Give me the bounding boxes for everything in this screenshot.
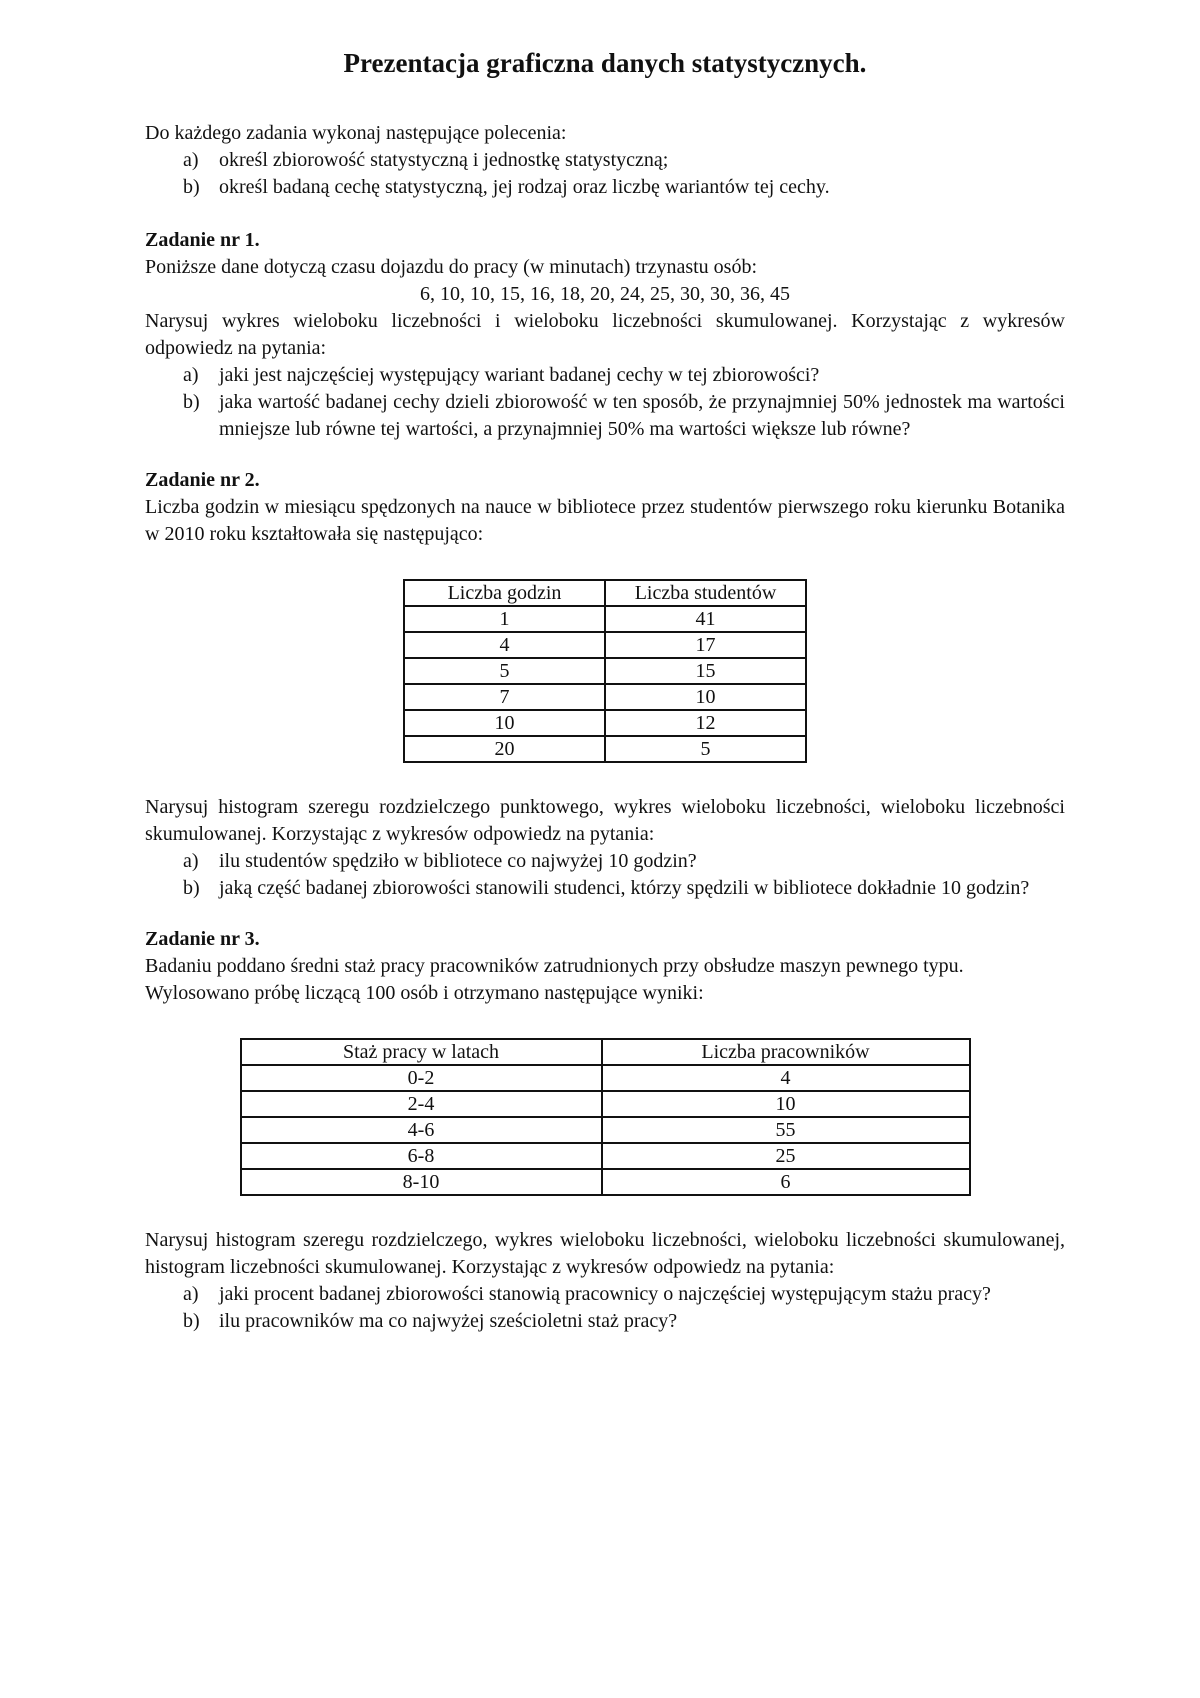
table-cell: 6 — [602, 1169, 970, 1195]
list-item — [183, 875, 1065, 902]
table-row — [404, 710, 806, 736]
list-item-text: ilu pracowników ma co najwyżej sześcioletni staż pracy? — [219, 1310, 678, 1332]
list-item — [183, 1281, 1065, 1308]
task1-questions — [145, 362, 1065, 443]
task3-heading: Zadanie nr 3. — [145, 928, 260, 950]
table-cell: 12 — [605, 710, 806, 736]
table-row — [404, 658, 806, 684]
table-cell: 2-4 — [241, 1091, 602, 1117]
table-row — [404, 684, 806, 710]
list-marker: b) — [183, 391, 200, 413]
list-item-text: określ zbiorowość statystyczną i jednostkę statystyczną; — [219, 149, 669, 171]
table-cell: 10 — [404, 710, 605, 736]
task2-text: Liczba godzin w miesiącu spędzonych na nauce w bibliotece przez studentów pierwszego roku kierunku Botanika w 2010 roku kształtowała się następująco: — [145, 496, 1065, 545]
list-item — [183, 1308, 1065, 1335]
list-item-text: jaki procent badanej zbiorowości stanowią pracownicy o najczęściej występującym stażu pracy? — [219, 1283, 991, 1305]
table-cell: 6-8 — [241, 1143, 602, 1169]
intro-text: Do każdego zadania wykonaj następujące polecenia: — [145, 122, 567, 144]
list-item — [183, 362, 1065, 389]
task2-instruction: Narysuj histogram szeregu rozdzielczego punktowego, wykres wieloboku liczebności, wieloboku liczebności skumulowanej. Korzystając z wykresów odpowiedz na pytania: — [145, 796, 1065, 845]
task3-questions — [145, 1281, 1065, 1335]
list-item-text: jaka wartość badanej cechy dzieli zbiorowość w ten sposób, że przynajmniej 50% jednostek ma wartości mniejsze lub równe tej wartości, a przynajmniej 50% ma wartości większe lub równe? — [219, 391, 1065, 440]
table-cell: 4 — [404, 632, 605, 658]
list-item — [183, 389, 1065, 443]
table-cell: 7 — [404, 684, 605, 710]
table-row — [404, 606, 806, 632]
table-cell: 41 — [605, 606, 806, 632]
table-cell: 15 — [605, 658, 806, 684]
table-header-cell: Liczba studentów — [605, 580, 806, 606]
table-cell: 55 — [602, 1117, 970, 1143]
table-row — [404, 632, 806, 658]
list-marker: a) — [183, 364, 199, 386]
table-header-cell: Liczba pracowników — [602, 1039, 970, 1065]
table-row — [404, 736, 806, 762]
table-cell: 0-2 — [241, 1065, 602, 1091]
task1-heading: Zadanie nr 1. — [145, 229, 260, 251]
table-cell: 4 — [602, 1065, 970, 1091]
list-item — [183, 848, 1065, 875]
table-header-row — [241, 1039, 970, 1065]
list-marker: a) — [183, 850, 199, 872]
table-cell: 20 — [404, 736, 605, 762]
list-item — [183, 147, 1065, 174]
list-item-text: określ badaną cechę statystyczną, jej rodzaj oraz liczbę wariantów tej cechy. — [219, 176, 830, 198]
task3-text: Badaniu poddano średni staż pracy pracowników zatrudnionych przy obsłudze maszyn pewnego typu. Wylosowano próbę liczącą 100 osób i otrzymano następujące wyniki: — [145, 955, 964, 1004]
list-item-text: jaki jest najczęściej występujący wariant badanej cechy w tej zbiorowości? — [219, 364, 820, 386]
table-row — [241, 1065, 970, 1091]
task1-text: Poniższe dane dotyczą czasu dojazdu do pracy (w minutach) trzynastu osób: — [145, 256, 758, 278]
list-marker: b) — [183, 877, 200, 899]
table-cell: 5 — [404, 658, 605, 684]
table-header-row — [404, 580, 806, 606]
list-marker: b) — [183, 1310, 200, 1332]
table-cell: 4-6 — [241, 1117, 602, 1143]
task2-table — [403, 579, 807, 763]
task1-instruction: Narysuj wykres wieloboku liczebności i wieloboku liczebności skumulowanej. Korzystając z wykresów odpowiedz na pytania: — [145, 310, 1065, 359]
list-item-text: ilu studentów spędziło w bibliotece co najwyżej 10 godzin? — [219, 850, 697, 872]
list-marker: a) — [183, 149, 199, 171]
task2-heading: Zadanie nr 2. — [145, 469, 260, 491]
intro-list — [145, 147, 1065, 201]
list-item — [183, 174, 1065, 201]
table-cell: 8-10 — [241, 1169, 602, 1195]
list-marker: a) — [183, 1283, 199, 1305]
page-title: Prezentacja graficzna danych statystycznych. — [343, 48, 867, 78]
task3-instruction: Narysuj histogram szeregu rozdzielczego, wykres wieloboku liczebności, wieloboku liczebności skumulowanej, histogram liczebności skumulowanej. Korzystając z wykresów odpowiedz na pytania: — [145, 1229, 1065, 1278]
table-cell: 10 — [602, 1091, 970, 1117]
task2-questions — [145, 848, 1065, 902]
table-header-cell: Staż pracy w latach — [241, 1039, 602, 1065]
task1-data-line: 6, 10, 10, 15, 16, 18, 20, 24, 25, 30, 30, 36, 45 — [420, 283, 790, 305]
table-cell: 5 — [605, 736, 806, 762]
table-header-cell: Liczba godzin — [404, 580, 605, 606]
table-cell: 1 — [404, 606, 605, 632]
table-row — [241, 1091, 970, 1117]
table-row — [241, 1117, 970, 1143]
table-cell: 25 — [602, 1143, 970, 1169]
table-row — [241, 1143, 970, 1169]
table-row — [241, 1169, 970, 1195]
list-marker: b) — [183, 176, 200, 198]
table-cell: 17 — [605, 632, 806, 658]
table-cell: 10 — [605, 684, 806, 710]
task3-table — [240, 1038, 971, 1196]
list-item-text: jaką część badanej zbiorowości stanowili studenci, którzy spędzili w bibliotece dokładnie 10 godzin? — [219, 877, 1030, 899]
